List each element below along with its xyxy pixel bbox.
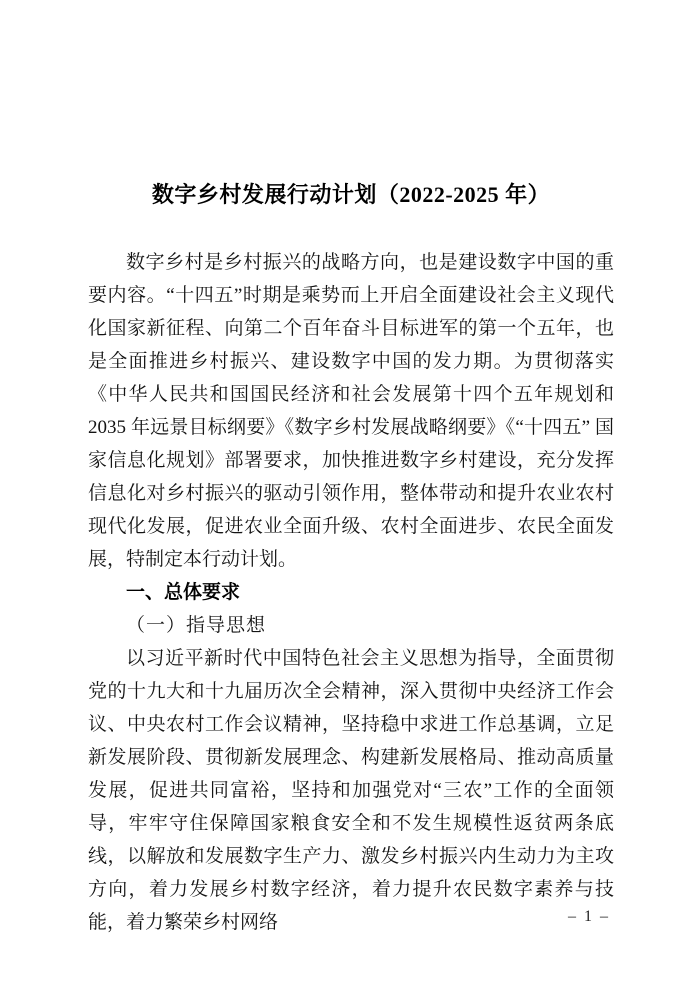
section-heading-overall-requirements: 一、总体要求 xyxy=(126,582,241,603)
document-title: 数字乡村发展行动计划（2022-2025 年） xyxy=(151,182,551,207)
intro-paragraph: 数字乡村是乡村振兴的战略方向，也是建设数字中国的重要内容。“十四五”时期是乘势而上开启全面建设社会主义现代化国家新征程、向第二个百年奋斗目标进军的第一个五年，也是全面推进乡村振兴、建设数字中国的发力期。为贯彻落实《中华人民共和国国民经济和社会发展第十四个五年规划和 2035 年远景目标纲要》《数字乡村发展战略纲要》《“十四五” 国家信息化规划》部署要求，加快推进数字乡村建设，充分发挥信息化对乡村振兴的驱动引领作用，整体带动和提升农业农村现代化发展，促进农业全面升级、农村全面进步、农民全面发展，特制定本行动计划。 xyxy=(88,252,614,570)
guiding-thought-paragraph: 以习近平新时代中国特色社会主义思想为指导，全面贯彻党的十九大和十九届历次全会精神，深入贯彻中央经济工作会议、中央农村工作会议精神，坚持稳中求进工作总基调，立足新发展阶段、贯彻新发展理念、构建新发展格局、推动高质量发展，促进共同富裕，坚持和加强党对“三农”工作的全面领导，牢牢守住保障国家粮食安全和不发生规模性返贫两条底线，以解放和发展数字生产力、激发乡村振兴内生动力为主攻方向，着力发展乡村数字经济，着力提升农民数字素养与技能，着力繁荣乡村网络 xyxy=(88,648,614,933)
document-content xyxy=(88,180,614,939)
page-number: – 1 – xyxy=(568,908,610,925)
subsection-heading-guiding-thought: （一）指导思想 xyxy=(126,615,267,636)
